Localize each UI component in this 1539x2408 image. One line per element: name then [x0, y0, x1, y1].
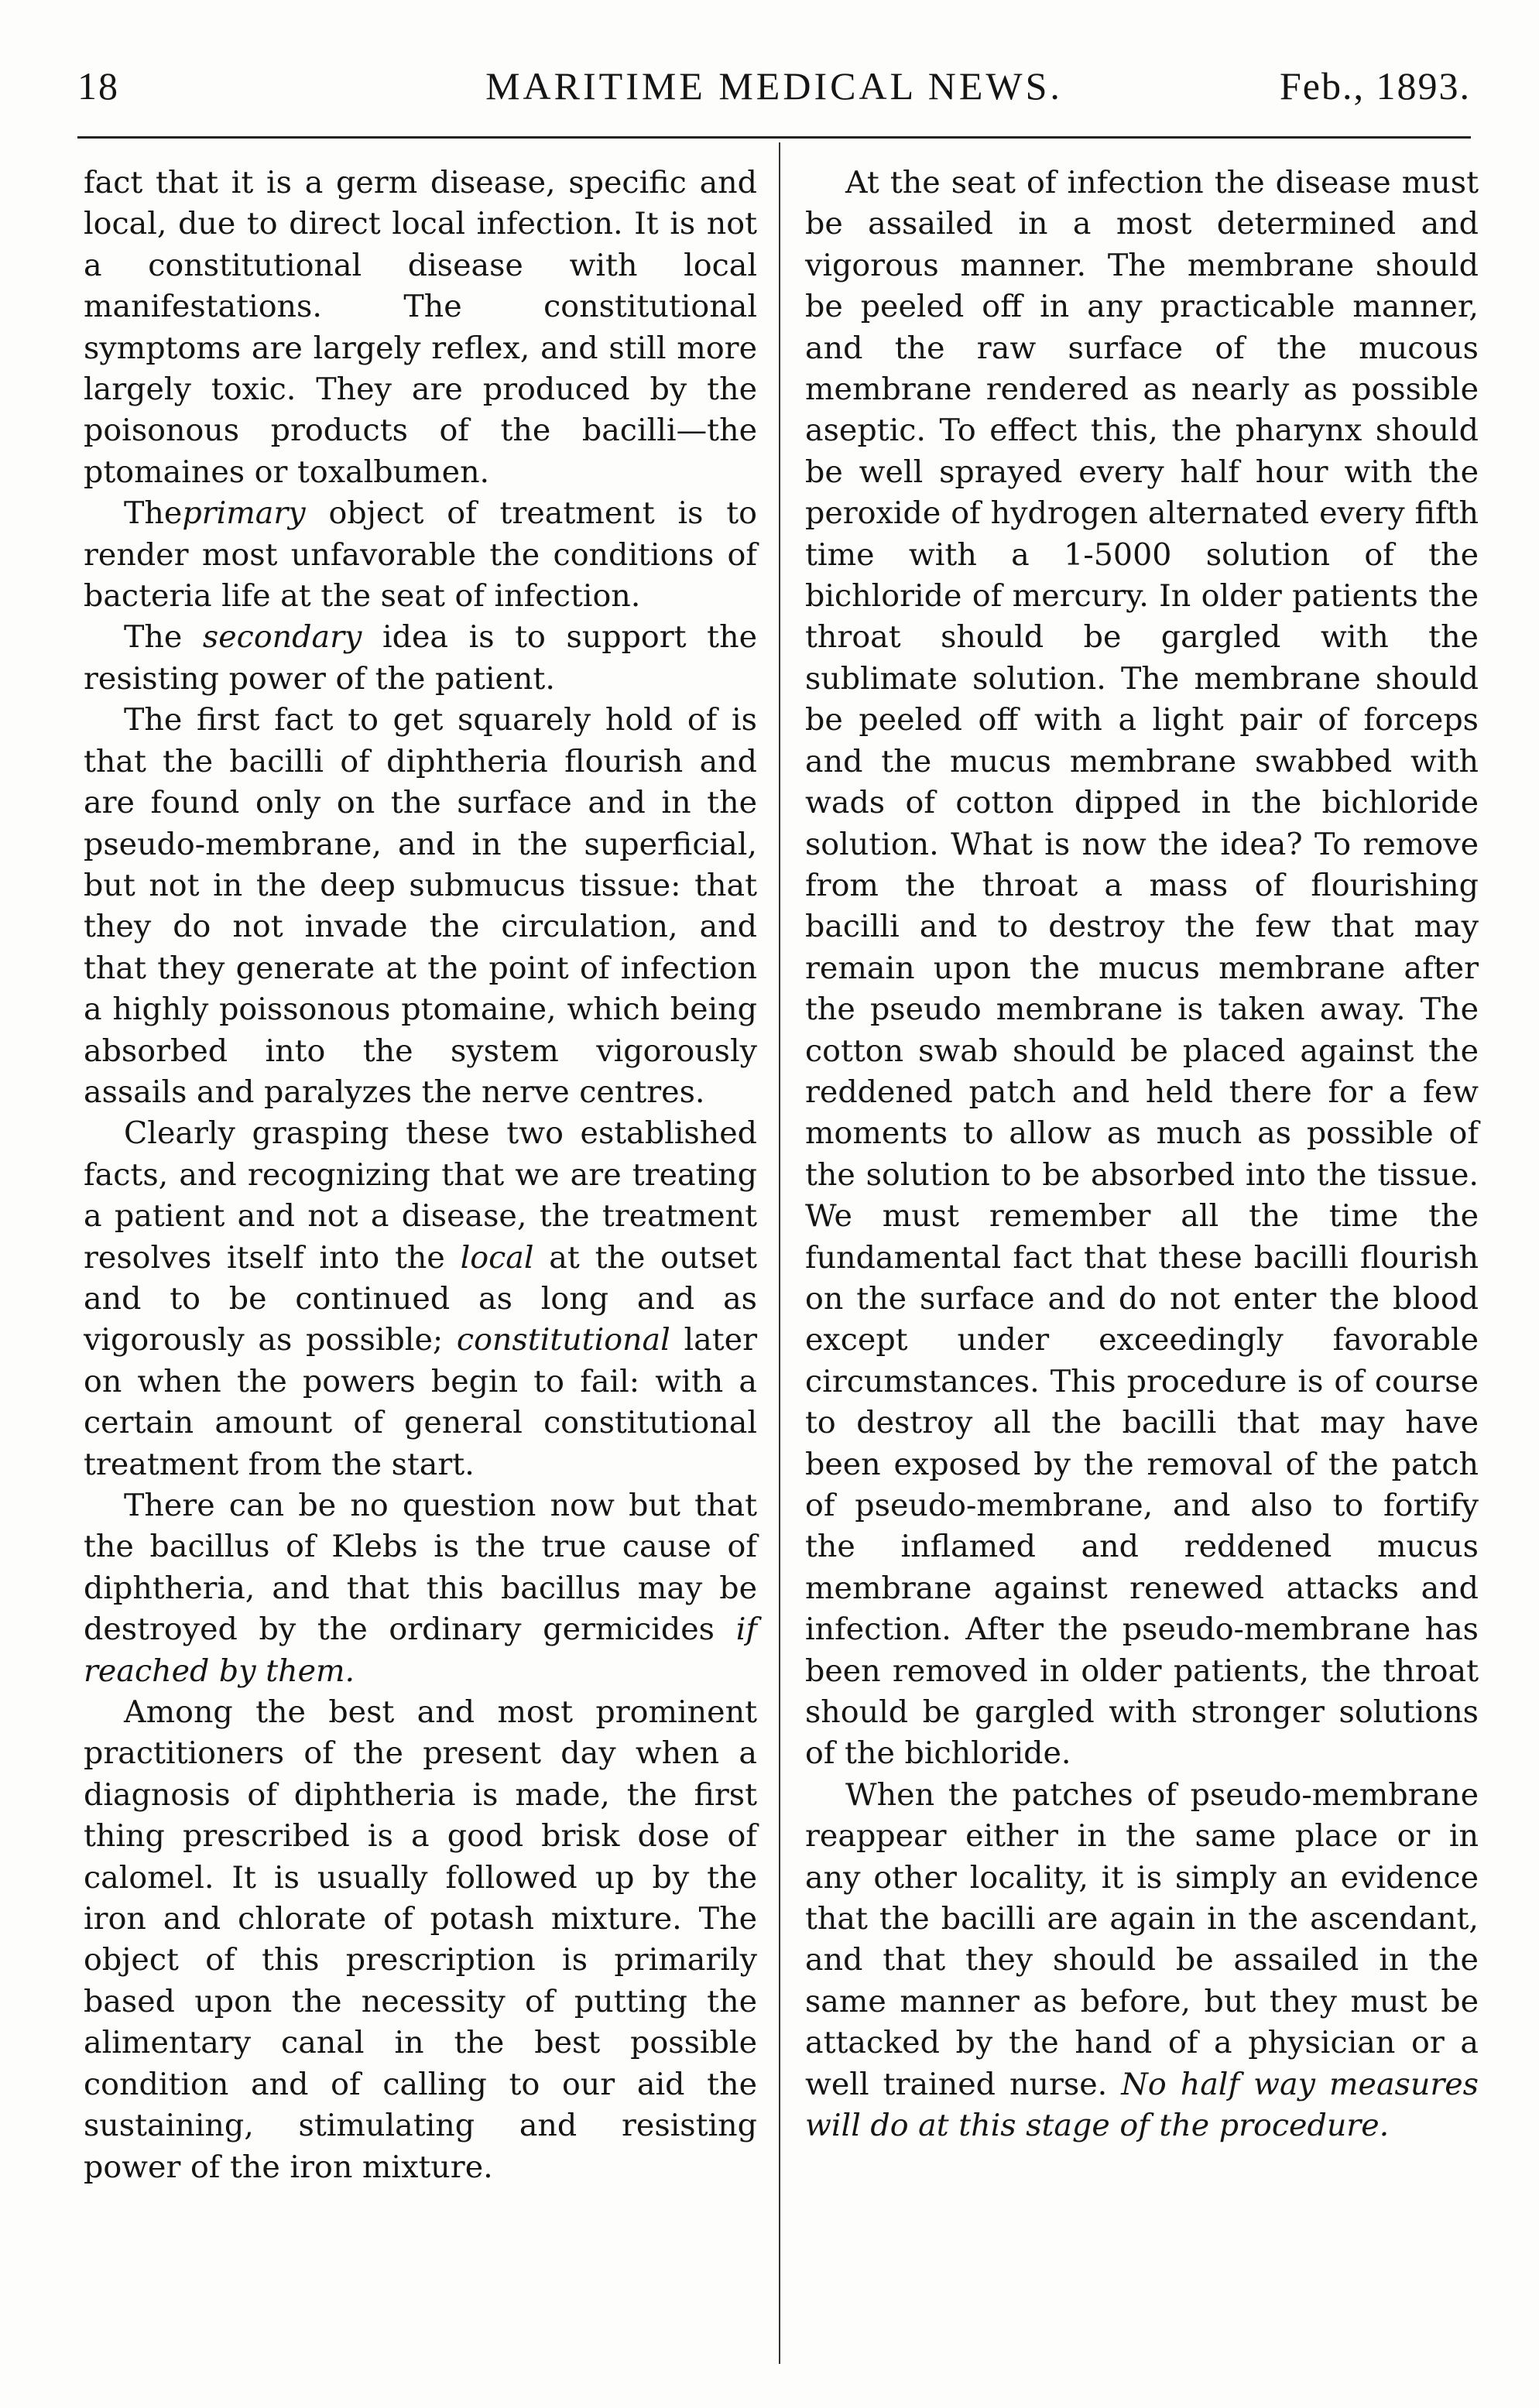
italic-text: constitutional: [456, 1322, 670, 1358]
italic-text: No half way measures will do at this stage of the procedure.: [805, 2066, 1479, 2144]
text-run: At the seat of infection the disease must be assailed in a most determined and vigorous manner. The membrane should be peeled off in any practicable manner, and the raw surface of the mucous membrane rendered as nearly as possible aseptic. To effect this, the pharynx should be well sprayed every half hour with the peroxide of hydrogen alternated every fifth time with a 1-5000 solution of the bichloride of mercury. In older patients the throat should be gargled with the sublimate solution. The membrane should be peeled off with a light pair of forceps and the mucus membrane swabbed with wads of cotton dipped in the bichloride solution. What is now the idea? To remove from the throat a mass of flourishing bacilli and to destroy the few that may remain upon the mucus membrane after the pseudo membrane is taken away. The cotton swab should be placed against the reddened patch and held there for a few moments to allow as much as possible of the solution to be absorbed into the tissue. We must remember all the time the fundamental fact that these bacilli flourish on the surface and do not enter the blood except under exceedingly favorable circumstances. This procedure is of course to destroy all the bacilli that may have been exposed by the removal of the patch of pseudo-membrane, and also to fortify the inflamed and reddened mucus membrane against renewed attacks and infection. After the pseudo-membrane has been removed in older patients, the throat should be gargled with stronger solutions of the bichloride.: [805, 165, 1479, 1772]
paragraph: [805, 1775, 1479, 2147]
header-rule: [77, 136, 1471, 139]
paragraph: [84, 617, 757, 700]
text-run: object of treatment is to render most unfavorable the conditions of bacteria life at the seat of infection.: [84, 495, 757, 615]
italic-text: local: [460, 1239, 534, 1276]
journal-title: MARITIME MEDICAL NEWS.: [485, 64, 1063, 108]
text-run: There can be no question now but that the bacillus of Klebs is the true cause of diphtheria, and that this bacillus may be destroyed by the ordinary germicides: [84, 1488, 757, 1648]
text-run: Among the best and most prominent practitioners of the present day when a diagnosis of diphtheria is made, the first thing prescribed is a good brisk dose of calomel. It is usually followed up by the iron and chlorate of potash mixture. The object of this prescription is primarily based upon the necessity of putting the alimentary canal in the best possible condition and of calling to our aid the sustaining, stimulating and resisting power of the iron mixture.: [84, 1694, 757, 2185]
text-run: later on when the powers begin to fail: with a certain amount of general constitutional treatment from the start.: [84, 1322, 757, 1482]
paragraph: [84, 493, 757, 617]
italic-text: primary: [182, 495, 306, 532]
paragraph: [84, 1692, 757, 2188]
text-run: idea is to support the resisting power of the patient.: [84, 619, 757, 697]
right-column: [805, 163, 1479, 2147]
issue-date: Feb., 1893.: [1280, 64, 1471, 108]
paragraph: [84, 163, 757, 493]
text-run: The: [124, 619, 203, 656]
text-run: at the outset and to be continued as long and as vigorously as possible;: [84, 1239, 758, 1358]
text-run: When the patches of pseudo-membrane reappear either in the same place or in any other locality, it is simply an evidence that the bacilli are again in the ascendant, and that they should be assailed in the same manner as before, but they must be attacked by the hand of a physician or a well trained nurse.: [805, 1776, 1479, 2102]
left-column: [84, 163, 757, 2188]
italic-text: if reached by them.: [84, 1612, 757, 1689]
column-divider: [779, 142, 780, 2364]
text-run: The first fact to get squarely hold of is that the bacilli of diphtheria flourish and are found only on the surface and in the pseudo-membrane, and in the superficial, but not in the deep submucus tissue: that they do not invade the circulation, and that they generate at the point of infection a highly poissonous ptomaine, which being absorbed into the system vigorously assails and paralyzes the nerve centres.: [84, 702, 757, 1110]
italic-text: secondary: [202, 619, 362, 656]
paragraph: [84, 700, 757, 1113]
text-run: The: [124, 495, 183, 532]
text-run: fact that it is a germ disease, specific and local, due to direct local infection. It is not a constitutional disease with local manifestations. The constitutional symptoms are largely reflex, and still more largely toxic. They are produced by the poisonous products of the bacilli—the ptomaines or toxalbumen.: [84, 165, 757, 490]
paragraph: [84, 1485, 757, 1692]
text-run: Clearly grasping these two established facts, and recognizing that we are treating a patient and not a disease, the treatment resolves itself into the: [84, 1115, 757, 1276]
page-number: 18: [77, 64, 119, 108]
running-header: [77, 63, 1471, 118]
paragraph: [84, 1113, 757, 1485]
paragraph: [805, 163, 1479, 1775]
